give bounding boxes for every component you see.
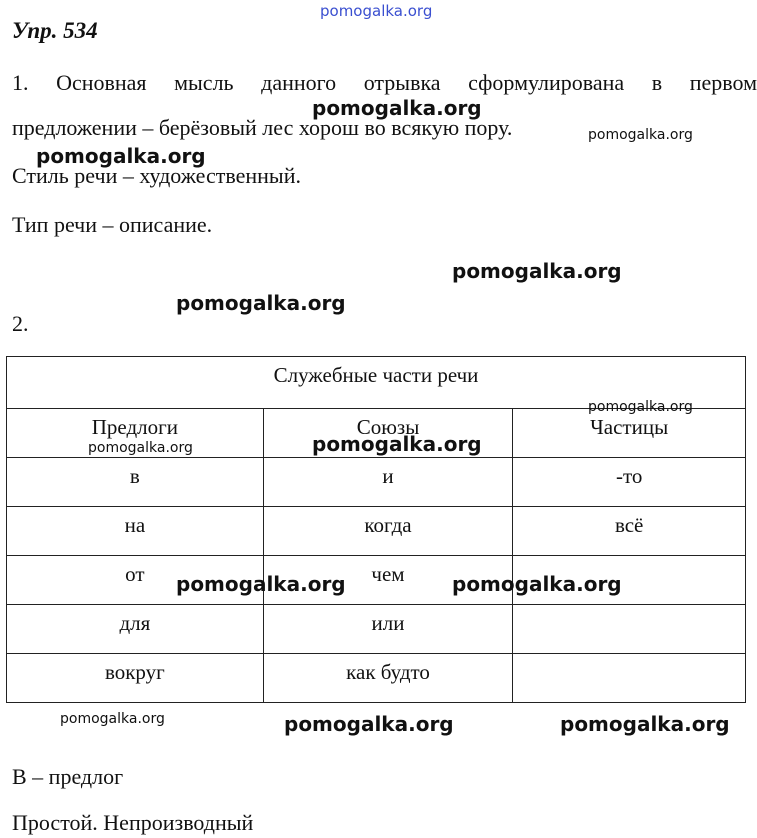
header-conjunctions: Союзы (263, 409, 513, 458)
header-prepositions: Предлоги (7, 409, 264, 458)
type-line: Тип речи – описание. (12, 212, 213, 237)
table-cell: на (7, 507, 264, 556)
footer-line1: В – предлог (12, 764, 124, 789)
table-cell: для (7, 605, 264, 654)
table-row (7, 556, 746, 605)
table-row (7, 507, 746, 556)
table-cell: как будто (263, 654, 513, 703)
watermark: pomogalka.org (312, 432, 482, 456)
table-row (7, 654, 746, 703)
watermark-top: pomogalka.org (320, 2, 433, 20)
table-row (7, 605, 746, 654)
table-cell: всё (513, 507, 746, 556)
exercise-title: Упр. 534 (12, 18, 98, 43)
watermark: pomogalka.org (452, 259, 622, 283)
watermark: pomogalka.org (88, 440, 193, 456)
footer-line2: Простой. Непроизводный (12, 810, 254, 835)
watermark: pomogalka.org (452, 572, 622, 596)
table-cell: в (7, 458, 264, 507)
watermark: pomogalka.org (588, 399, 693, 415)
style-line: Стиль речи – художественный. (12, 163, 301, 188)
watermark: pomogalka.org (60, 711, 165, 727)
table-cell: вокруг (7, 654, 264, 703)
watermark: pomogalka.org (176, 572, 346, 596)
table-cell (513, 654, 746, 703)
watermark: pomogalka.org (284, 712, 454, 736)
watermark: pomogalka.org (560, 712, 730, 736)
header-particles: Частицы (513, 409, 746, 458)
paragraph1-line2: предложении – берёзовый лес хорош во всякую пору. (12, 115, 513, 140)
paragraph1-line1: 1. Основная мысль данного отрывка сформулирована в первом (12, 70, 757, 95)
table-cell: -то (513, 458, 746, 507)
table-cell: чем (263, 556, 513, 605)
table-title: Служебные части речи (7, 357, 746, 409)
table-cell: от (7, 556, 264, 605)
table-cell: и (263, 458, 513, 507)
watermark: pomogalka.org (36, 144, 206, 168)
table-cell: когда (263, 507, 513, 556)
watermark: pomogalka.org (312, 96, 482, 120)
table-cell (513, 605, 746, 654)
watermark: pomogalka.org (588, 127, 693, 143)
table-cell: или (263, 605, 513, 654)
watermark: pomogalka.org (176, 291, 346, 315)
item-2-label: 2. (12, 311, 29, 336)
table-row (7, 458, 746, 507)
